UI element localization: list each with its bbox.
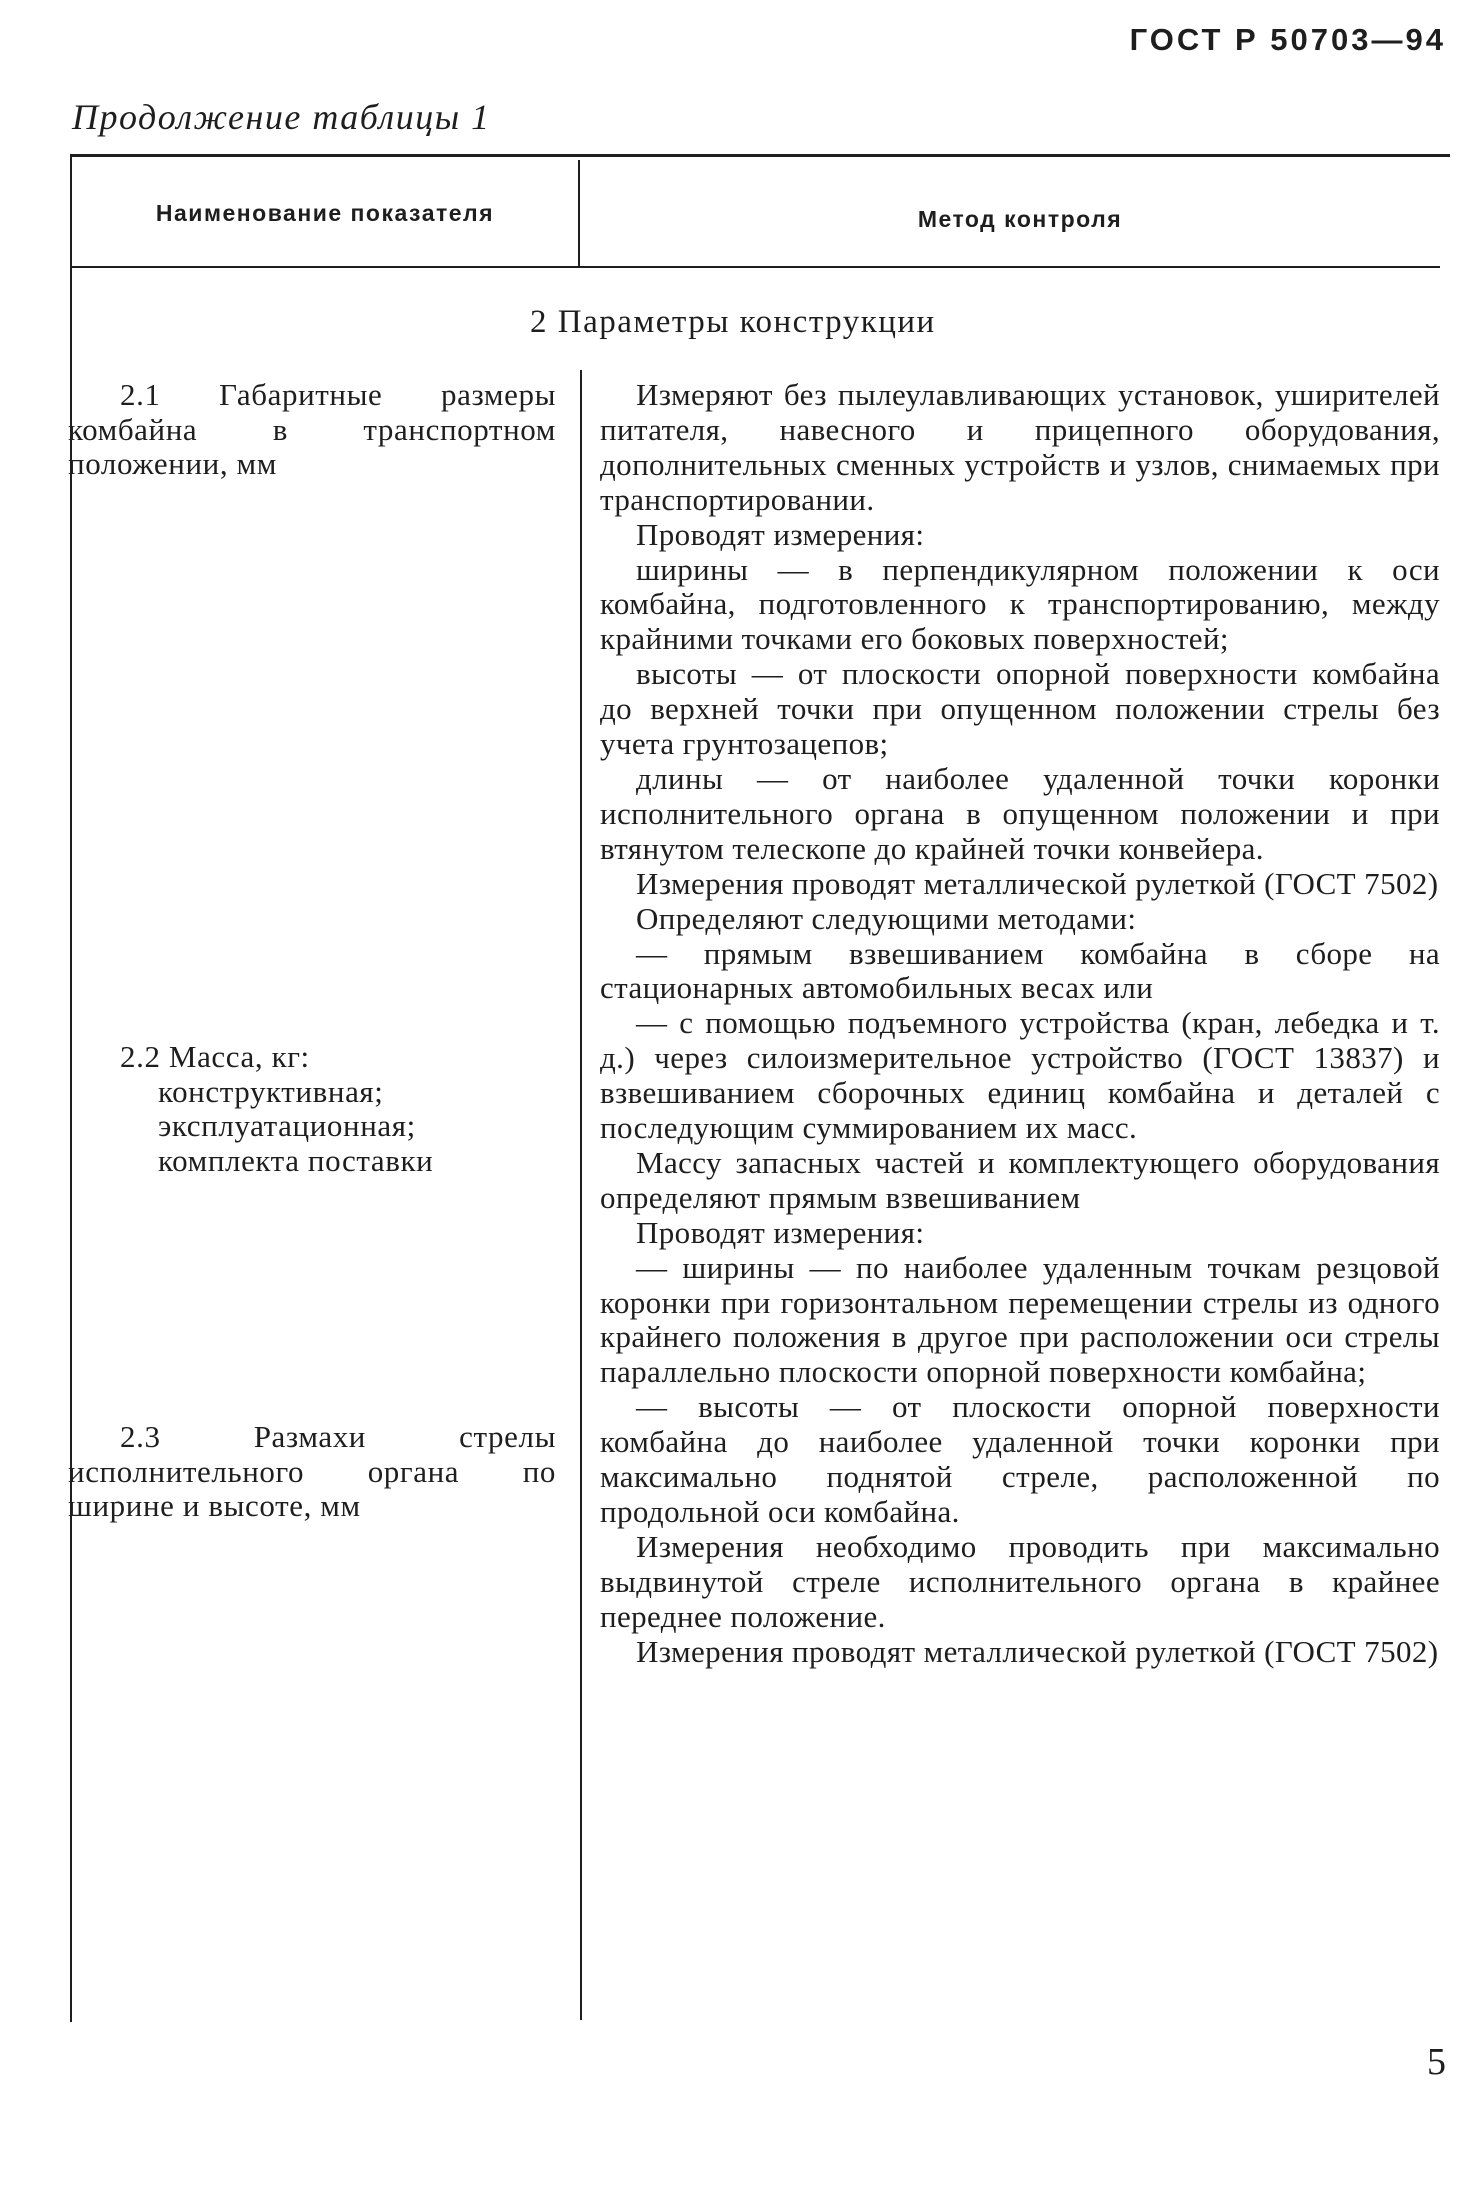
indicator-text: 2.2 Масса, кг:	[120, 1039, 310, 1074]
method-paragraph: — прямым взвешиванием комбайна в сборе на стационарных автомобильных весах или	[600, 935, 1440, 1006]
indicator-2-1	[68, 378, 556, 482]
column-header-indicator: Наименование показателя	[155, 200, 495, 226]
column-divider	[578, 160, 580, 266]
method-paragraph: ширины — в перпендикулярном положении к оси комбайна, подготовленного к транспортированию, между крайними точками его боковых поверхностей;	[600, 551, 1440, 657]
method-paragraph: Проводят измерения:	[636, 1214, 925, 1250]
method-paragraph: Измерения проводят металлической рулеткой (ГОСТ 7502)	[636, 1633, 1439, 1669]
indicator-2-2	[68, 1040, 556, 1178]
method-paragraph: Определяют следующими методами:	[636, 900, 1137, 936]
section-title: 2 Параметры конструкции	[530, 304, 936, 340]
indicator-subitem: конструктивная;	[158, 1073, 384, 1109]
method-paragraph: — ширины — по наиболее удаленным точкам резцовой коронки при горизонтальном перемещении стрелы из одного крайнего положения в другое при расположении оси стрелы параллельно плоскости опорной поверхности комбайна;	[600, 1249, 1440, 1390]
method-paragraph: — с помощью подъемного устройства (кран, лебедка и т. д.) через силоизмерительное устройство (ГОСТ 13837) и взвешиванием сборочных единиц комбайна и деталей с последующим суммированием их масс.	[600, 1005, 1440, 1146]
indicator-subitem: эксплуатационная;	[158, 1108, 416, 1143]
method-paragraph: высоты — от плоскости опорной поверхности комбайна до верхней точки при опущенном положении стрелы без учета грунтозацепов;	[600, 656, 1440, 762]
method-paragraph: Измерения проводят металлической рулеткой (ГОСТ 7502)	[636, 865, 1439, 901]
method-paragraph: — высоты — от плоскости опорной поверхности комбайна до наиболее удаленной точки коронки при максимально поднятой стреле, расположенной по продольной оси комбайна.	[600, 1389, 1440, 1529]
indicator-subitem: комплекта поставки	[158, 1142, 434, 1178]
column-header-method: Метод контроля	[917, 206, 1123, 232]
method-paragraph: Измерения необходимо проводить при максимально выдвинутой стреле исполнительного органа в крайнее переднее положение.	[600, 1528, 1440, 1634]
method-paragraph: Проводят измерения:	[636, 516, 925, 552]
page-number: 5	[1427, 2041, 1446, 2083]
header-bottom-rule	[70, 266, 1440, 268]
table-top-rule	[70, 154, 1450, 157]
column-divider	[580, 370, 582, 2020]
method-paragraph: Измеряют без пылеулавливающих установок, уширителей питателя, навесного и прицепного оборудования, дополнительных сменных устройств и узлов, снимаемых при транспортировании.	[600, 377, 1440, 517]
method-paragraph: Массу запасных частей и комплектующего оборудования определяют прямым взвешиванием	[600, 1144, 1440, 1215]
indicator-2-3	[68, 1420, 556, 1524]
method-column	[600, 378, 1440, 1670]
indicator-text: 2.1 Габаритные размеры комбайна в транспортном положении, мм	[68, 377, 556, 481]
method-paragraph: длины — от наиболее удаленной точки коронки исполнительного органа в опущенном положении и при втянутом телескопе до крайней точки конвейера.	[600, 760, 1440, 866]
indicator-text: 2.3 Размахи стрелы исполнительного органа по ширине и высоте, мм	[68, 1419, 556, 1523]
table-continuation-label: Продолжение таблицы 1	[72, 97, 491, 137]
standard-code: ГОСТ Р 50703—94	[1129, 22, 1446, 57]
